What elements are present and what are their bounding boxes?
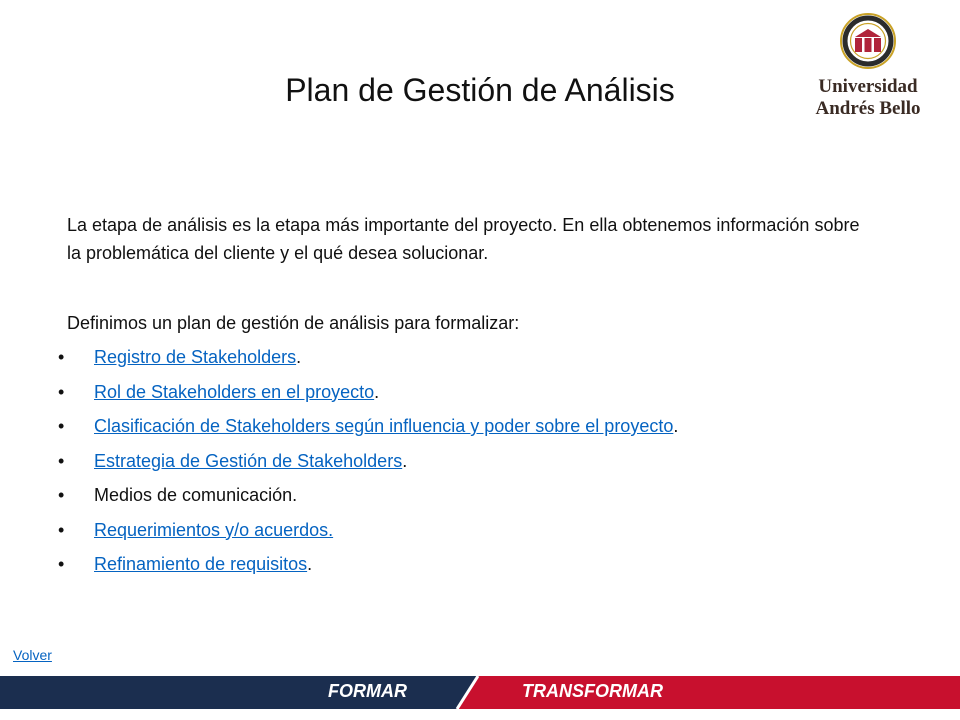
back-link[interactable]: Volver bbox=[13, 647, 52, 663]
logo-line-2: Andrés Bello bbox=[815, 98, 921, 119]
item-suffix: . bbox=[296, 347, 302, 367]
bullet-icon: • bbox=[58, 347, 65, 367]
requirements-link[interactable]: Requerimientos y/o acuerdos. bbox=[94, 519, 334, 540]
footer-right-label: TRANSFORMAR bbox=[522, 681, 663, 701]
university-seal-icon bbox=[840, 12, 896, 72]
communication-means-text: Medios de comunicación. bbox=[94, 485, 298, 505]
bullet-icon: • bbox=[58, 381, 65, 402]
bullet-icon: • bbox=[58, 519, 65, 540]
footer-left-label: FORMAR bbox=[328, 681, 407, 701]
stakeholder-classification-link[interactable]: Clasificación de Stakeholders según influencia y poder sobre el proyecto bbox=[94, 416, 674, 436]
stakeholder-role-link[interactable]: Rol de Stakeholders en el proyecto bbox=[94, 381, 375, 402]
stakeholder-strategy-link[interactable]: Estrategia de Gestión de Stakeholders bbox=[94, 450, 403, 471]
slide-title: Plan de Gestión de Análisis bbox=[285, 72, 675, 108]
footer-banner bbox=[0, 676, 960, 709]
bullet-icon: • bbox=[58, 485, 65, 505]
item-suffix: . bbox=[673, 416, 679, 436]
item-suffix: . bbox=[374, 381, 380, 402]
refinement-link[interactable]: Refinamiento de requisitos bbox=[94, 554, 308, 574]
stakeholder-registry-link[interactable]: Registro de Stakeholders bbox=[94, 347, 297, 367]
intro-paragraph: La etapa de análisis es la etapa más importante del proyecto. En ella obtenemos información sobre la problemática del cliente y el qué desea solucionar. bbox=[67, 215, 860, 263]
item-suffix: . bbox=[307, 554, 313, 574]
bullet-icon: • bbox=[58, 416, 65, 436]
define-paragraph: Definimos un plan de gestión de análisis para formalizar: bbox=[67, 313, 520, 333]
bullet-icon: • bbox=[58, 554, 65, 574]
footer-background bbox=[0, 676, 960, 709]
item-suffix: . bbox=[402, 450, 408, 471]
logo-line-1: Universidad bbox=[818, 76, 918, 97]
bullet-icon: • bbox=[58, 450, 65, 471]
university-logo bbox=[806, 12, 930, 124]
